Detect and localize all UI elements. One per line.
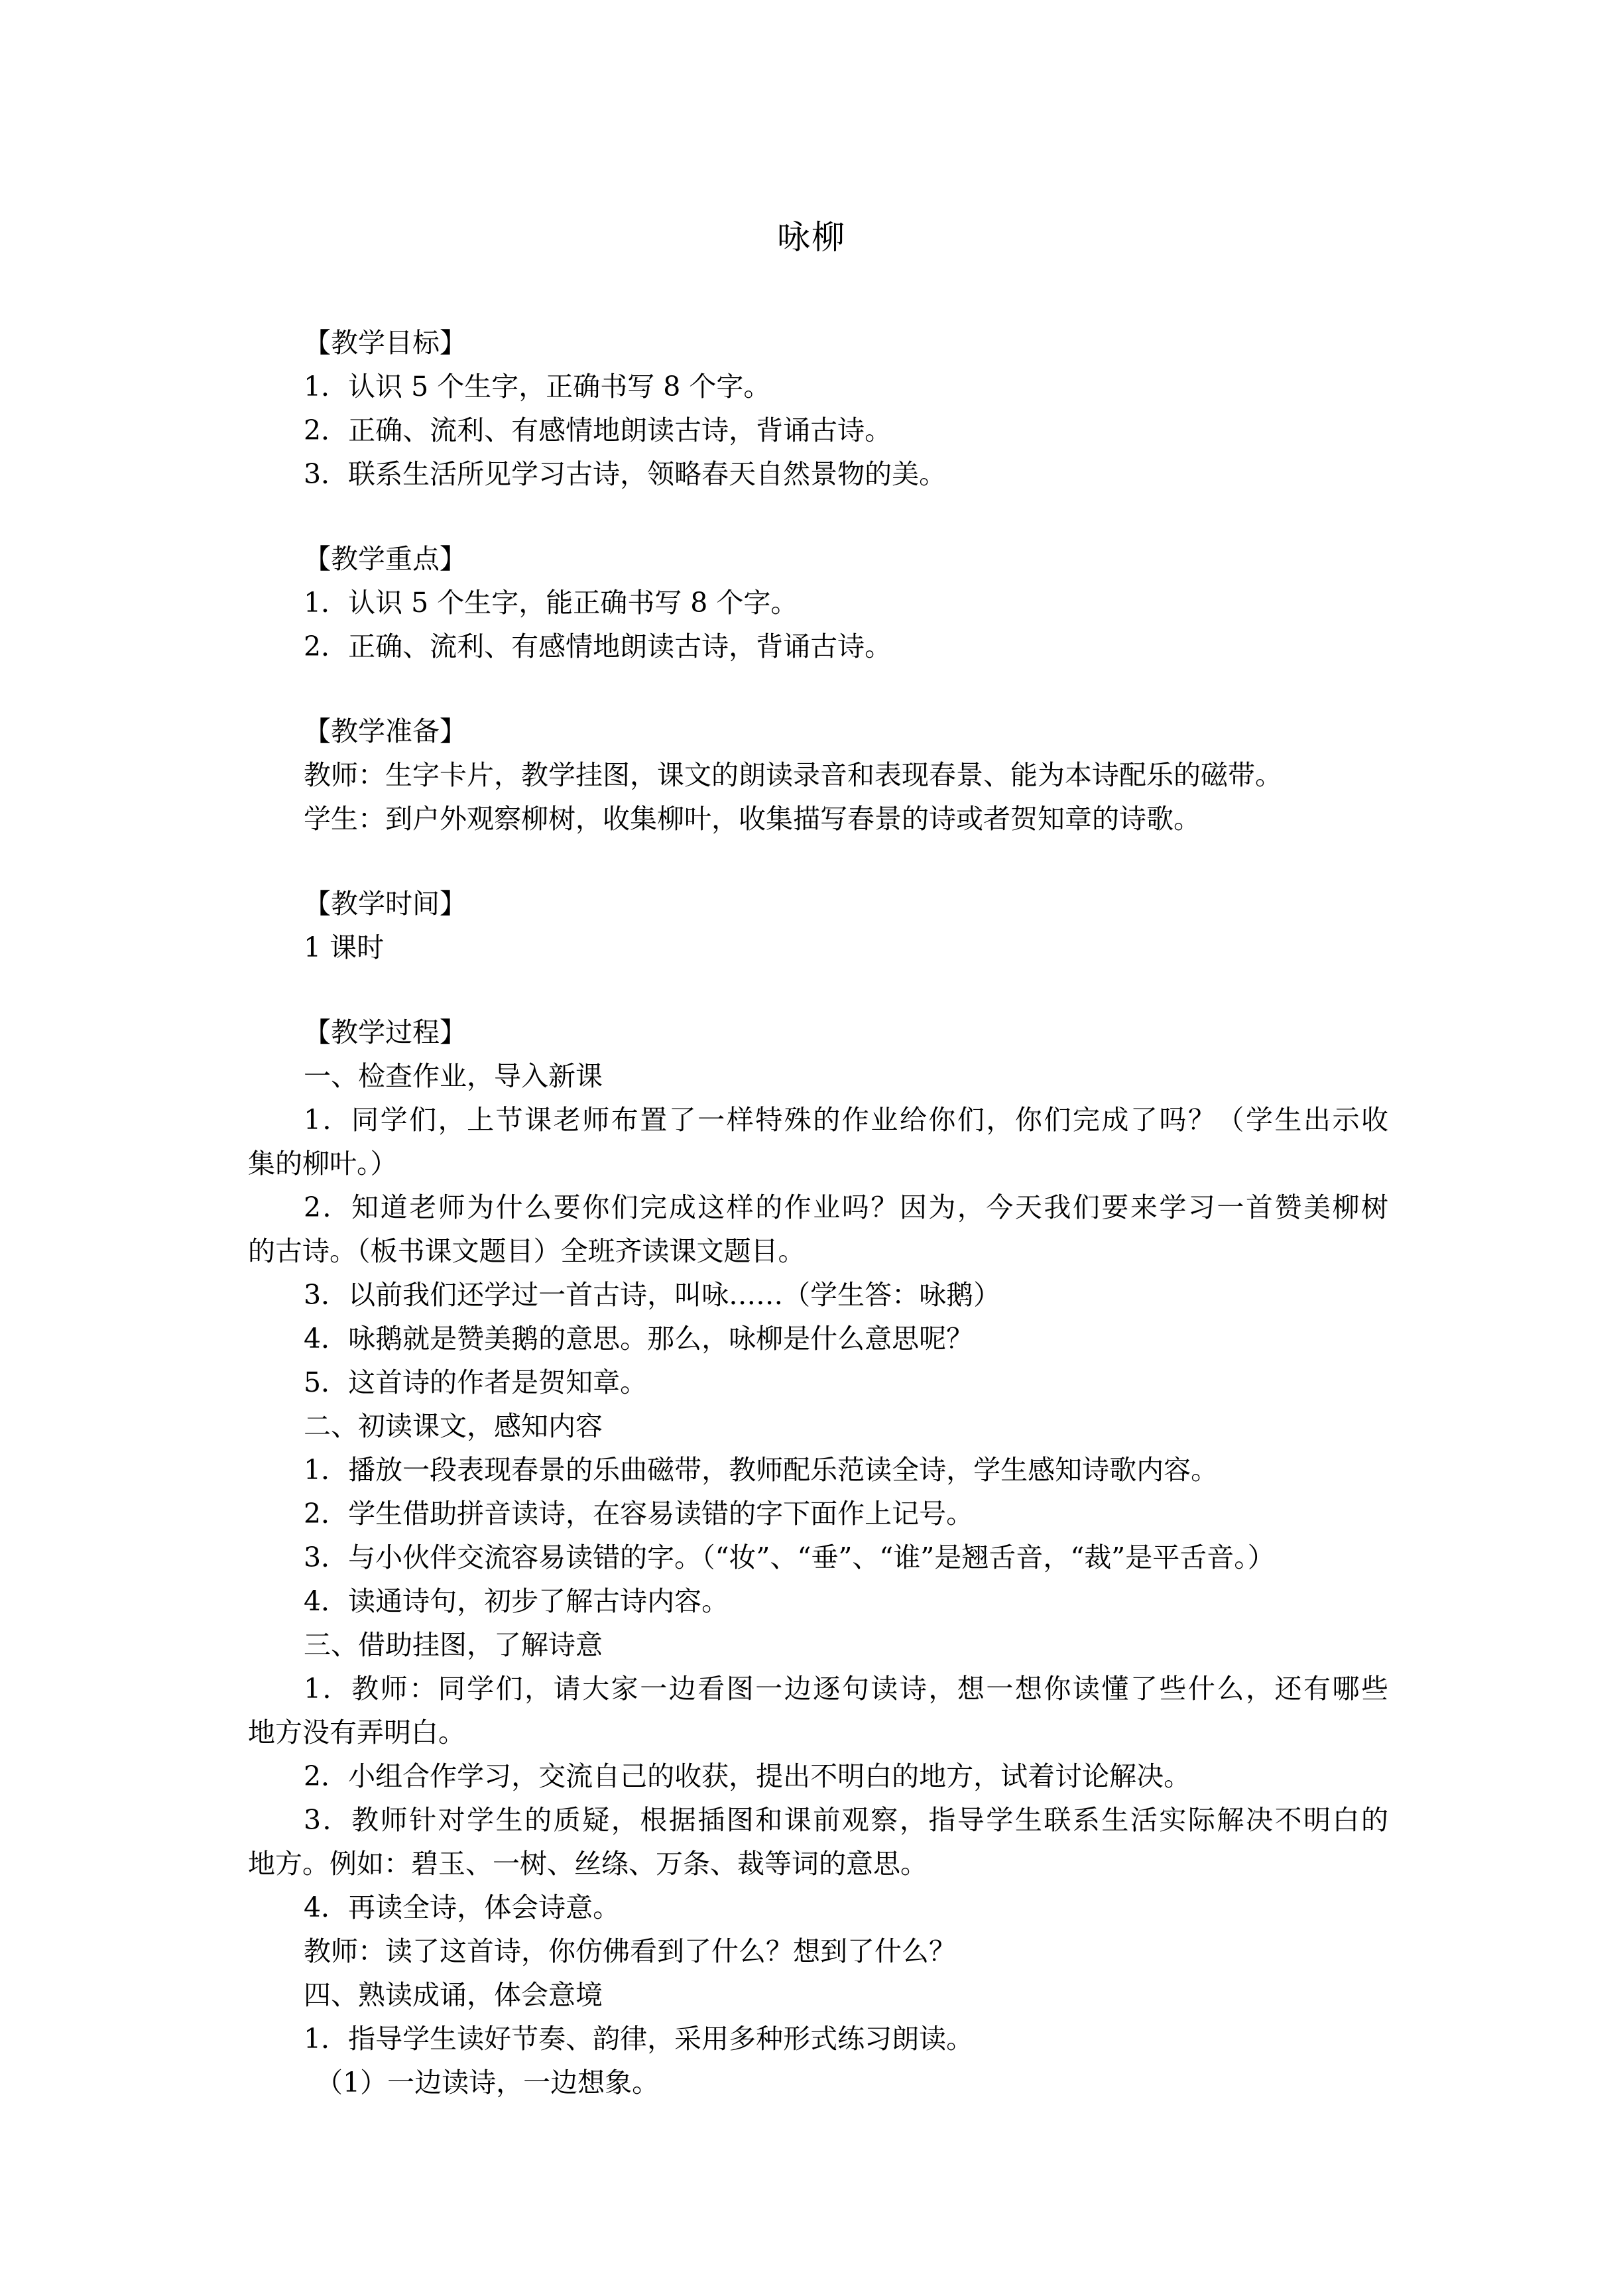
- process-line: 5．这首诗的作者是贺知章。: [304, 1366, 648, 1398]
- section-heading-preparation: 【教学准备】: [304, 715, 467, 747]
- process-line: 集的柳叶。）: [248, 1148, 398, 1179]
- page-title: 咏柳: [777, 218, 846, 257]
- key-point-item: 2．正确、流利、有感情地朗读古诗，背诵古诗。: [304, 631, 892, 662]
- section-heading-objectives: 【教学目标】: [304, 327, 467, 359]
- process-line: 2．学生借助拼音读诗，在容易读错的字下面作上记号。: [304, 1498, 974, 1530]
- objective-item: 3．联系生活所见学习古诗，领略春天自然景物的美。: [304, 458, 947, 490]
- process-line: 地方。例如：碧玉、一树、丝绦、万条、裁等词的意思。: [248, 1848, 928, 1880]
- process-line: 教师：读了这首诗，你仿佛看到了什么？想到了什么？: [304, 1935, 956, 1967]
- process-line: 二、初读课文，感知内容: [304, 1410, 603, 1442]
- section-heading-process: 【教学过程】: [304, 1016, 467, 1048]
- process-line: 四、熟读成诵，体会意境: [304, 1979, 603, 2011]
- process-line: 4．咏鹅就是赞美鹅的意思。那么，咏柳是什么意思呢？: [304, 1323, 974, 1355]
- objective-item: 2．正确、流利、有感情地朗读古诗，背诵古诗。: [304, 414, 892, 446]
- objective-item: 1．认识 5 个生字，正确书写 8 个字。: [304, 371, 771, 402]
- process-line: 地方没有弄明白。: [248, 1717, 465, 1748]
- process-line: 3．以前我们还学过一首古诗，叫咏……（学生答：咏鹅）: [304, 1279, 1001, 1311]
- process-line: 1．指导学生读好节奏、韵律，采用多种形式练习朗读。: [304, 2023, 974, 2055]
- key-point-item: 1．认识 5 个生字，能正确书写 8 个字。: [304, 587, 798, 619]
- process-line: 1．同学们，上节课老师布置了一样特殊的作业给你们，你们完成了吗？（学生出示收: [304, 1104, 1388, 1136]
- process-line: 1．教师：同学们，请大家一边看图一边逐句读诗，想一想你读懂了些什么，还有哪些: [304, 1673, 1388, 1705]
- preparation-item: 教师：生字卡片，教学挂图，课文的朗读录音和表现春景、能为本诗配乐的磁带。: [304, 759, 1282, 791]
- process-line: 3．与小伙伴交流容易读错的字。（“妆”、“垂”、“谁”是翘舌音，“裁”是平舌音。）: [304, 1541, 1275, 1573]
- process-line: 4．再读全诗，体会诗意。: [304, 1892, 621, 1923]
- preparation-item: 学生：到户外观察柳树，收集柳叶，收集描写春景的诗或者贺知章的诗歌。: [304, 803, 1201, 835]
- section-heading-time: 【教学时间】: [304, 888, 467, 920]
- process-line: 的古诗。（板书课文题目）全班齐读课文题目。: [248, 1235, 806, 1267]
- process-line: 4．读通诗句，初步了解古诗内容。: [304, 1585, 729, 1617]
- process-line: 1．播放一段表现春景的乐曲磁带，教师配乐范读全诗，学生感知诗歌内容。: [304, 1454, 1219, 1486]
- process-line: 2．小组合作学习，交流自己的收获，提出不明白的地方，试着讨论解决。: [304, 1760, 1191, 1792]
- process-line: 2．知道老师为什么要你们完成这样的作业吗？因为，今天我们要来学习一首赞美柳树: [304, 1191, 1388, 1223]
- process-line: （1）一边读诗，一边想象。: [316, 2067, 660, 2098]
- time-item: 1 课时: [304, 932, 385, 963]
- process-line: 3．教师针对学生的质疑，根据插图和课前观察，指导学生联系生活实际解决不明白的: [304, 1804, 1388, 1836]
- process-line: 一、检查作业，导入新课: [304, 1060, 603, 1092]
- section-heading-key-points: 【教学重点】: [304, 543, 467, 575]
- process-line: 三、借助挂图，了解诗意: [304, 1629, 603, 1661]
